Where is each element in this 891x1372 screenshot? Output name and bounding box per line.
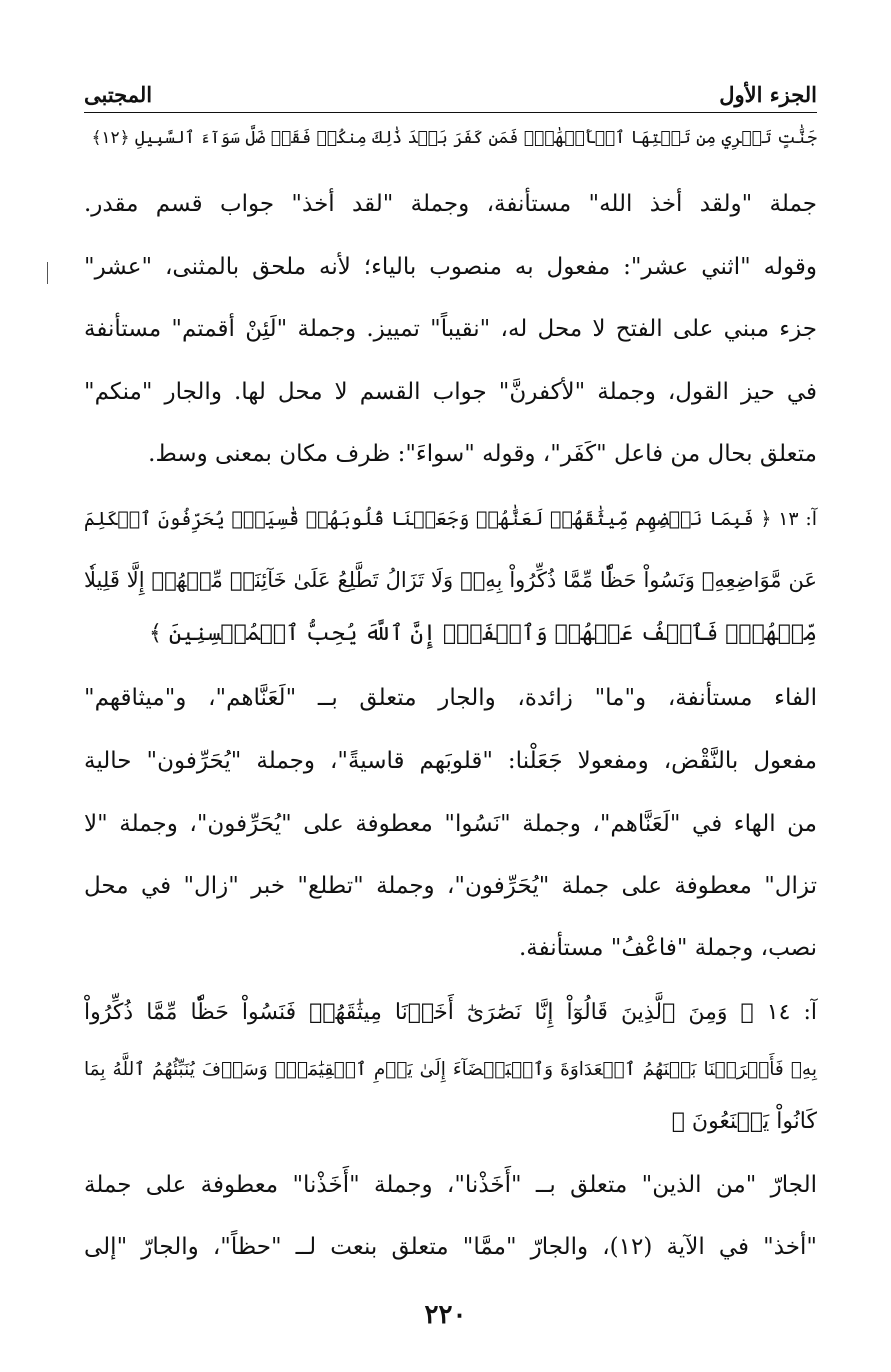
commentary-line: من الهاء في "لَعَنَّاهم"، وجملة "نَسُوا" معطوفة على "يُحَرِّفون"، وجملة "لا bbox=[84, 811, 817, 837]
commentary-line: وقوله "اثني عشر": مفعول به منصوب بالياء؛ لأنه ملحق بالمثنى، "عشر" bbox=[84, 254, 817, 280]
quran-verse-line: بِهِۦ فَأَغۡرَيۡنَا بَيۡنَهُمُ ٱلۡعَدَاوَةَ وَٱلۡبَغۡضَآءَ إِلَىٰ يَوۡمِ ٱلۡقِيَٰمَةِۚ وَسَوۡفَ يُنَبِّئُهُمُ ٱللَّهُ بِمَا bbox=[84, 1059, 817, 1080]
margin-mark bbox=[47, 262, 48, 284]
commentary-line: جملة "ولقد أخذ الله" مستأنفة، وجملة "لقد أخذ" جواب قسم مقدر. bbox=[84, 191, 817, 217]
quran-verse-line: عَن مَّوَاضِعِهِۦ وَنَسُواْ حَظّٗا مِّمَّا ذُكِّرُواْ بِهِۦۚ وَلَا تَزَالُ تَطَّلِعُ عَلَىٰ خَآئِنَةٖ مِّنۡهُمۡ إِلَّا قَلِيلٗا bbox=[84, 568, 817, 592]
page-number: ٢٢٠ bbox=[424, 1300, 467, 1330]
commentary-line: متعلق بحال من فاعل "كَفَر"، وقوله "سواءَ": ظرف مكان بمعنى وسط. bbox=[148, 441, 817, 467]
commentary-line: جزء مبني على الفتح لا محل له، "نقيباً" تمييز. وجملة "لَئِنْ أقمتم" مستأنفة bbox=[84, 316, 817, 342]
commentary-line: مفعول بالنَّقْض، ومفعولا جَعَلْنا: "قلوبَهم قاسيةً"، وجملة "يُحَرِّفون" حالية bbox=[84, 748, 817, 774]
commentary-line: في حيز القول، وجملة "لأكفرنَّ" جواب القسم لا محل لها. والجار "منكم" bbox=[84, 379, 817, 405]
header-part-title: الجزء الأول bbox=[719, 82, 817, 107]
quran-verse-line: كَانُواْ يَصۡنَعُونَ ﴾ bbox=[671, 1109, 817, 1134]
commentary-line: "أخذ" في الآية (١٢)، والجارّ "ممَّا" متعلق بنعت لــ "حظاً"، والجارّ "إلى bbox=[84, 1234, 817, 1260]
quran-verse-line: آ: ١٤ ﴿ وَمِنَ ٱلَّذِينَ قَالُوٓاْ إِنَّا نَصَٰرَىٰٓ أَخَذۡنَا مِيثَٰقَهُمۡ فَنَسُواْ حَظّٗا مِّمَّا ذُكِّرُواْ bbox=[84, 1000, 817, 1025]
header-book-title: المجتبى bbox=[84, 82, 153, 107]
commentary-line: تزال" معطوفة على جملة "يُحَرِّفون"، وجملة "تطلع" خبر "زال" في محل bbox=[84, 873, 817, 899]
quran-verse-line: آ: ١٣ ﴿ فَبِمَا نَقۡضِهِم مِّيثَٰقَهُمۡ لَعَنَّٰهُمۡ وَجَعَلۡنَا قُلُوبَهُمۡ قَٰسِيَةٗۖ يُحَرِّفُونَ ٱلۡكَلِمَ bbox=[84, 508, 817, 530]
quran-verse-line: جَنَّٰتٍ تَجۡرِي مِن تَحۡتِهَا ٱلۡأَنۡهَٰرُۚ فَمَن كَفَرَ بَعۡدَ ذَٰلِكَ مِنكُمۡ فَقَدۡ ضَلَّ سَوَآءَ ٱلسَّبِيلِ ﴿١٢﴾ bbox=[91, 128, 817, 148]
commentary-line: نصب، وجملة "فاعْفُ" مستأنفة. bbox=[518, 935, 817, 961]
quran-verse-line: مِّنۡهُمۡۖ فَٱعۡفُ عَنۡهُمۡ وَٱصۡفَحۡۚ إِنَّ ٱللَّهَ يُحِبُّ ٱلۡمُحۡسِنِينَ ﴾ bbox=[148, 621, 817, 646]
running-header bbox=[84, 78, 817, 113]
commentary-line: الجارّ "من الذين" متعلق بــ "أَخَذْنا"، وجملة "أَخَذْنا" معطوفة على جملة bbox=[84, 1172, 817, 1198]
commentary-line: الفاء مستأنفة، و"ما" زائدة، والجار متعلق بــ "لَعَنَّاهم"، و"ميثاقهم" bbox=[84, 685, 817, 711]
